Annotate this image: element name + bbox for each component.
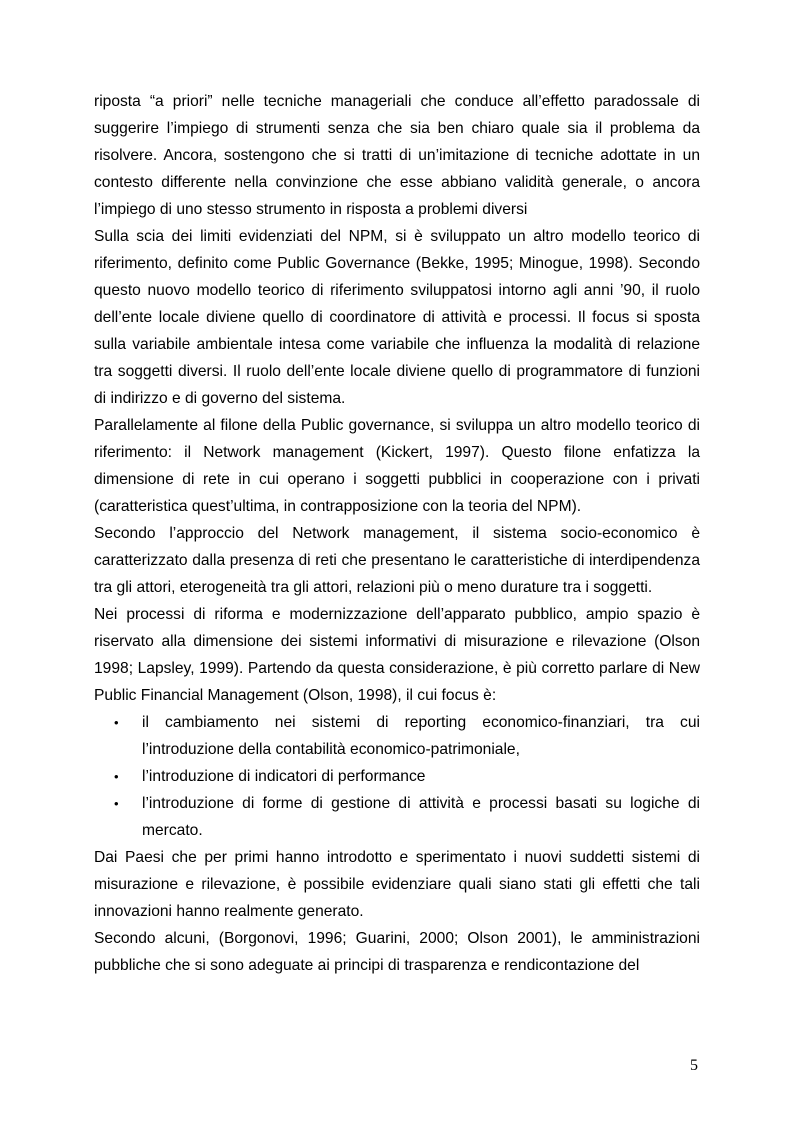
- bullet-item: [94, 763, 700, 790]
- paragraph-2: Sulla scia dei limiti evidenziati del NPM, si è sviluppato un altro modello teorico di riferimento, definito come Public Governance (Bekke, 1995; Minogue, 1998). Secondo questo nuovo modello teorico di riferimento sviluppatosi intorno agli anni ’90, il ruolo dell’ente locale diviene quello di coordinatore di attività e processi. Il focus si sposta sulla variabile ambientale intesa come variabile che influenza la modalità di relazione tra soggetti diversi. Il ruolo dell’ente locale diviene quello di programmatore di funzioni di indirizzo e di governo del sistema.: [94, 228, 700, 407]
- page-number: 5: [690, 1057, 698, 1074]
- bullet-text: l’introduzione di indicatori di performance: [142, 768, 426, 785]
- bullet-list: [94, 709, 700, 844]
- bullet-icon: •: [114, 769, 119, 784]
- paragraph-5: Nei processi di riforma e modernizzazione dell’apparato pubblico, ampio spazio è riservato alla dimensione dei sistemi informativi di misurazione e rilevazione (Olson 1998; Lapsley, 1999). Partendo da questa considerazione, è più corretto parlare di New Public Financial Management (Olson, 1998), il cui focus è:: [94, 606, 700, 704]
- bullet-icon: •: [114, 796, 119, 811]
- bullet-text: l’introduzione di forme di gestione di attività e processi basati su logiche di mercato.: [142, 795, 700, 839]
- bullet-item: [94, 790, 700, 844]
- paragraph-4: Secondo l’approccio del Network management, il sistema socio-economico è caratterizzato dalla presenza di reti che presentano le caratteristiche di interdipendenza tra gli attori, eterogeneità tra gli attori, relazioni più o meno durature tra i soggetti.: [94, 525, 700, 596]
- paragraph-1: riposta “a priori” nelle tecniche manageriali che conduce all’effetto paradossale di suggerire l’impiego di strumenti senza che sia ben chiaro quale sia il problema da risolvere. Ancora, sostengono che si tratti di un’imitazione di tecniche adottate in un contesto differente nella convinzione che esse abbiano validità generale, o ancora l’impiego di uno stesso strumento in risposta a problemi diversi: [94, 93, 700, 218]
- body-text: [94, 88, 700, 979]
- paragraph-3: Parallelamente al filone della Public governance, si sviluppa un altro modello teorico di riferimento: il Network management (Kickert, 1997). Questo filone enfatizza la dimensione di rete in cui operano i soggetti pubblici in cooperazione con i privati (caratteristica quest’ultima, in contrapposizione con la teoria del NPM).: [94, 417, 700, 515]
- bullet-item: [94, 709, 700, 763]
- bullet-text: il cambiamento nei sistemi di reporting economico-finanziari, tra cui l’introduzione della contabilità economico-patrimoniale,: [142, 714, 700, 758]
- paragraph-7: Secondo alcuni, (Borgonovi, 1996; Guarini, 2000; Olson 2001), le amministrazioni pubbliche che si sono adeguate ai principi di trasparenza e rendicontazione del: [94, 930, 700, 974]
- paragraph-6: Dai Paesi che per primi hanno introdotto e sperimentato i nuovi suddetti sistemi di misurazione e rilevazione, è possibile evidenziare quali siano stati gli effetti che tali innovazioni hanno realmente generato.: [94, 849, 700, 920]
- bullet-icon: •: [114, 715, 119, 730]
